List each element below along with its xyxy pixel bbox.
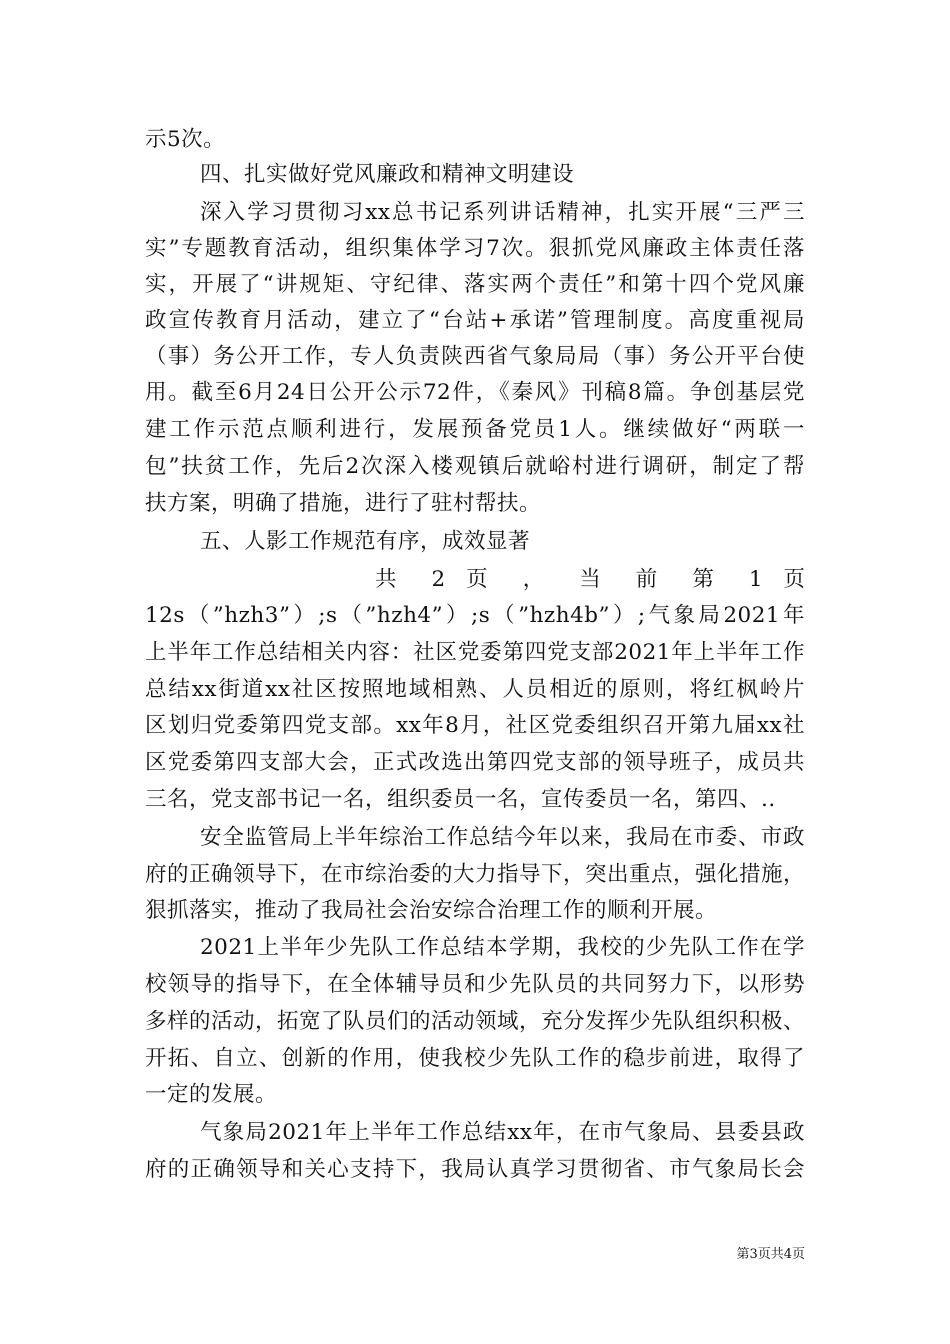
text-line: 狠抓落实，推动了我局社会治安综合治理工作的顺利开展。: [145, 898, 718, 923]
text-line: 深入学习贯彻习xx总书记系列讲话精神，扎实开展“三严三: [200, 200, 805, 225]
text-line: 实，开展了“讲规矩、守纪律、落实两个责任”和第十四个党风廉: [145, 272, 805, 297]
text-line: 建工作示范点顺利进行，发展预备党员1人。继续做好“两联一: [145, 417, 805, 442]
text-line: 12s（”hzh3”）;s（”hzh4”）;s（”hzh4b”）;气象局2021年: [145, 603, 805, 628]
text-line: 用。截至6月24日公开公示72件，《秦风》刊稿8篇。争创基层党: [145, 380, 805, 405]
text-line: 气象局2021年上半年工作总结xx年，在市气象局、县委县政: [200, 1120, 805, 1145]
text-line: 一定的发展。: [145, 1082, 278, 1107]
text-line: 区党委第四支部大会，正式改选出第四党支部的领导班子，成员共: [145, 750, 805, 775]
section-heading: 四、扎实做好党风廉政和精神文明建设: [200, 162, 575, 187]
text-line: 示5次。: [145, 127, 226, 152]
text-line: 政宣传教育月活动，建立了“台站+承诺”管理制度。高度重视局: [145, 308, 805, 333]
page-counter: 共 2 页 ， 当 前 第 1 页: [375, 567, 805, 592]
text-line: 府的正确领导下，在市综治委的大力指导下，突出重点，强化措施，: [145, 862, 806, 887]
text-line: 总结xx街道xx社区按照地域相熟、人员相近的原则，将红枫岭片: [145, 677, 805, 702]
text-line: 府的正确领导和关心支持下，我局认真学习贯彻省、市气象局长会: [145, 1157, 805, 1182]
text-line: 包”扶贫工作，先后2次深入楼观镇后就峪村进行调研，制定了帮: [145, 454, 805, 479]
text-line: 实”专题教育活动，组织集体学习7次。狠抓党风廉政主体责任落: [145, 236, 805, 261]
text-line: 扶方案，明确了措施，进行了驻村帮扶。: [145, 491, 542, 516]
text-line: 开拓、自立、创新的作用，使我校少先队工作的稳步前进，取得了: [145, 1046, 805, 1071]
text-line: 安全监管局上半年综治工作总结今年以来，我局在市委、市政: [200, 825, 805, 850]
page-footer: 第3页共4页: [736, 1247, 805, 1262]
text-line: 区划归党委第四党支部。xx年8月，社区党委组织召开第九届xx社: [145, 713, 805, 738]
text-line: 校领导的指导下，在全体辅导员和少先队员的共同努力下，以形势: [145, 972, 805, 997]
text-line: （事）务公开工作，专人负责陕西省气象局局（事）务公开平台使: [145, 344, 805, 369]
text-line: 上半年工作总结相关内容：社区党委第四党支部2021年上半年工作: [145, 640, 805, 665]
section-heading: 五、人影工作规范有序，成效显著: [200, 529, 531, 554]
text-line: 三名，党支部书记一名，组织委员一名，宣传委员一名，第四、..: [145, 787, 776, 812]
text-line: 多样的活动，拓宽了队员们的活动领域，充分发挥少先队组织积极、: [145, 1009, 806, 1034]
text-line: 2021上半年少先队工作总结本学期，我校的少先队工作在学: [200, 935, 805, 960]
